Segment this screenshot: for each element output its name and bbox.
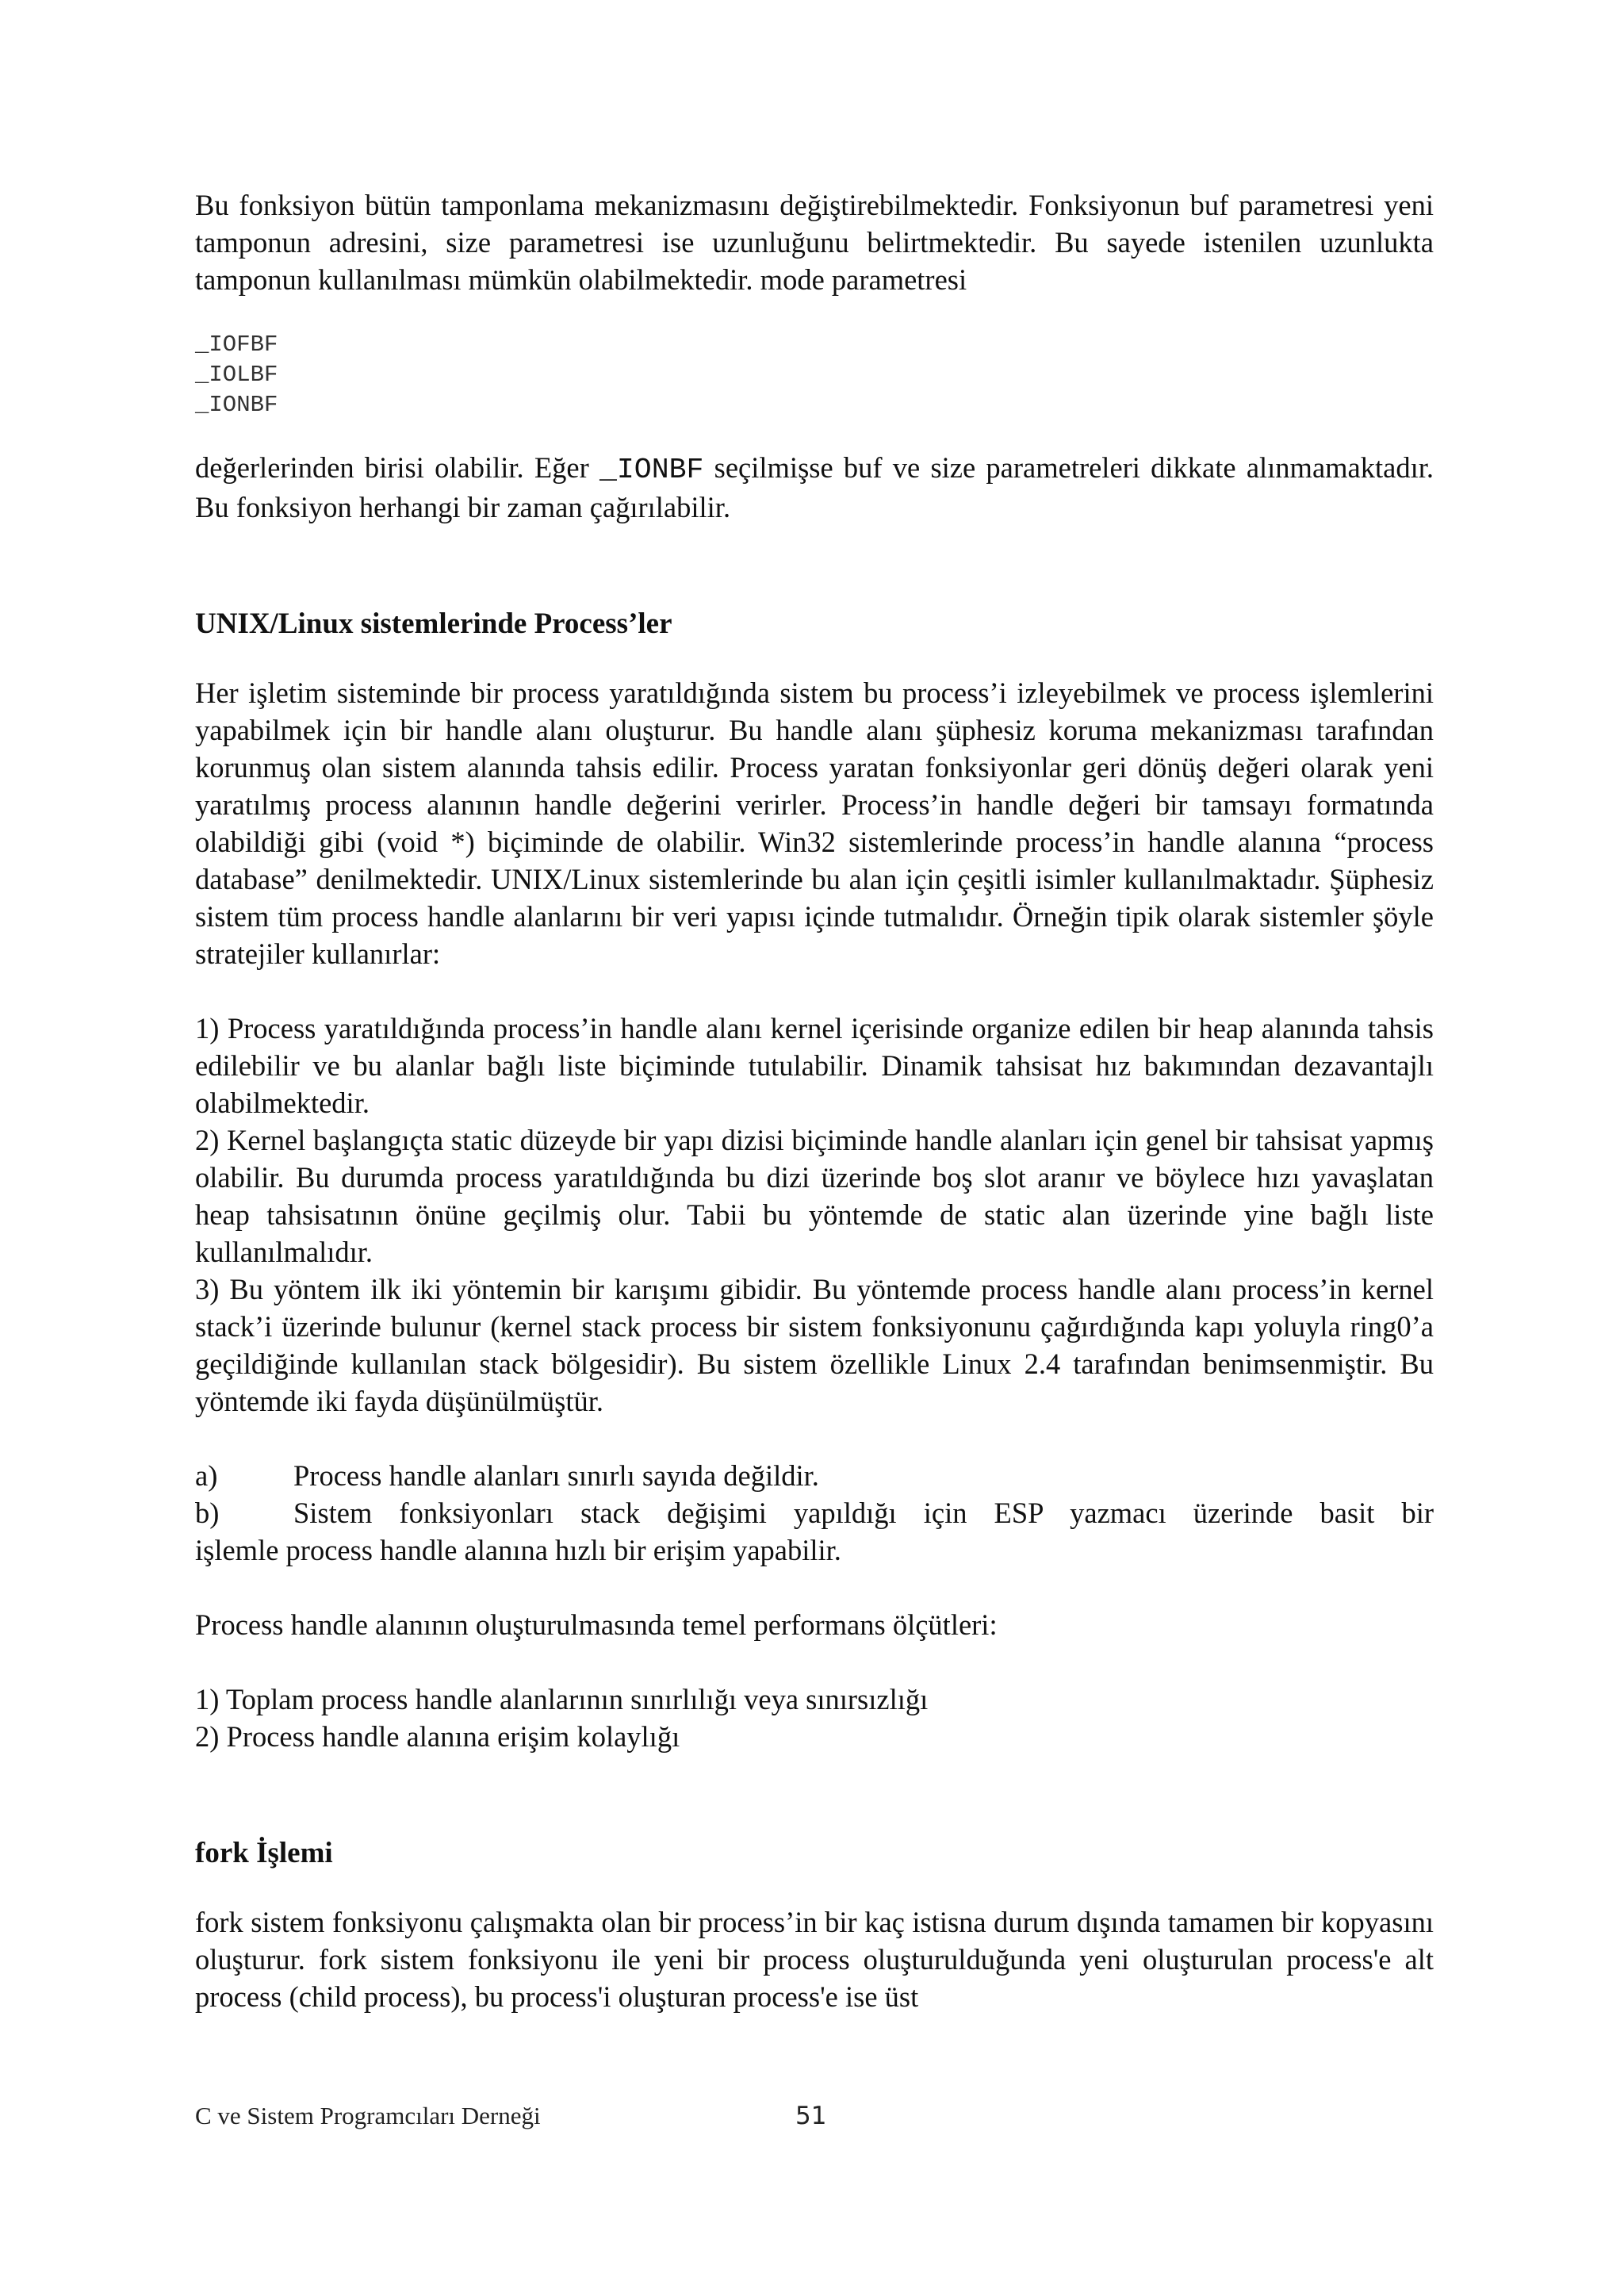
page-footer: [195, 2102, 1434, 2141]
section-heading-fork: fork İşlemi: [195, 1837, 333, 1869]
criteria-intro: Process handle alanının oluşturulmasında temel performans ölçütleri:: [195, 1608, 998, 1641]
inline-code: _IONBF: [599, 454, 704, 486]
code-line-iolbf: _IOLBF: [195, 362, 278, 388]
paragraph-text: değerlerinden birisi olabilir. Eğer: [195, 451, 599, 484]
fork-paragraph: fork sistem fonksiyonu çalışmakta olan bir process’in bir kaç istisna durum dışında tamamen bir kopyasını oluşturur. fork sistem fonksiyonu ile yeni bir process oluşturulduğunda yeni oluşturulan process'e alt process (child process), bu process'i oluşturan process'e ise üst: [195, 1906, 1434, 2013]
processes-paragraph: Her işletim sisteminde bir process yaratıldığında sistem bu process’i izleyebilmek ve process işlemlerini yapabilmek için bir handle alanı oluşturur. Bu handle alanı şüphesiz koruma mekanizması tarafından korunmuş olan sistem alanında tahsis edilir. Process yaratan fonksiyonlar geri dönüş değeri olarak yeni yaratılmış process alanının handle değerini verirler. Process’in handle değeri bir tamsayı formatında olabildiği gibi (void *) biçiminde de olabilir. Win32 sistemlerinde process’in handle alanına “process database” denilmektedir. UNIX/Linux sistemlerinde bu alan için çeşitli isimler kullanılmaktadır. Şüphesiz sistem tüm process handle alanlarını bir veri yapısı içinde tutmalıdır. Örneğin tipik olarak sistemler şöyle stratejiler kullanırlar:: [195, 677, 1434, 970]
list-text: Process handle alanları sınırlı sayıda değildir.: [293, 1459, 819, 1492]
document-page: [195, 186, 1434, 2015]
strategy-item-3: 3) Bu yöntem ilk iki yöntemin bir karışımı gibidir. Bu yöntemde process handle alanı process’in kernel stack’i üzerinde bulunur (kernel stack process bir sistem fonksiyonunu çağırdığında kapı yoluyla ring0’a geçildiğinde kullanılan stack bölgesidir). Bu sistem özellikle Linux 2.4 tarafından benimsenmiştir. Bu yöntemde iki fayda düşünülmüştür.: [195, 1273, 1434, 1417]
mode-values-code-block: [195, 330, 1434, 420]
strategy-item-1: 1) Process yaratıldığında process’in handle alanı kernel içerisinde organize edilen bir heap alanında tahsis edilebilir ve bu alanlar bağlı liste biçiminde tutulabilir. Dinamik tahsisat hız bakımından dezavantajlı olabilmektedir.: [195, 1012, 1434, 1119]
intro-paragraph: Bu fonksiyon bütün tamponlama mekanizmasını değiştirebilmektedir. Fonksiyonun buf parametresi yeni tamponun adresini, size parametresi ise uzunluğunu belirtmektedir. Bu sayede istenilen uzunlukta tamponun kullanılması mümkün olabilmektedir. mode parametresi: [195, 189, 1434, 296]
benefit-item-a: [195, 1457, 1434, 1494]
criteria-item-1: 1) Toplam process handle alanlarının sınırlılığı veya sınırsızlığı: [195, 1683, 929, 1715]
benefit-item-b-continuation: işlemle process handle alanına hızlı bir erişim yapabilir.: [195, 1534, 841, 1566]
page-number: 51: [795, 2102, 827, 2130]
list-text: Sistem fonksiyonları stack değişimi yapıldığı için ESP yazmacı üzerinde basit bir: [293, 1497, 1434, 1529]
section-heading-processes: UNIX/Linux sistemlerinde Process’ler: [195, 608, 672, 640]
paragraph-text: seçilmişse buf ve size parametreleri dikkate alınmamaktadır. Bu fonksiyon herhangi bir zaman çağırılabilir.: [195, 451, 1434, 523]
footer-organization: C ve Sistem Programcıları Derneği: [195, 2102, 541, 2129]
benefit-item-b: [195, 1494, 1434, 1531]
criteria-item-2: 2) Process handle alanına erişim kolaylığı: [195, 1720, 680, 1753]
intro-paragraph-2: [195, 449, 1434, 526]
code-line-iofbf: _IOFBF: [195, 332, 278, 358]
list-label: b): [195, 1497, 220, 1529]
code-line-ionbf: _IONBF: [195, 392, 278, 418]
strategy-item-2: 2) Kernel başlangıçta static düzeyde bir yapı dizisi biçiminde handle alanları için genel bir tahsisat yapmış olabilir. Bu durumda process yaratıldığında bu dizi üzerinde boş slot aranır ve böylece hızı yavaşlatan heap tahsisatının önüne geçilmiş olur. Tabii bu yöntemde de static alan üzerinde yine bağlı liste kullanılmalıdır.: [195, 1124, 1434, 1268]
list-label: a): [195, 1459, 218, 1492]
